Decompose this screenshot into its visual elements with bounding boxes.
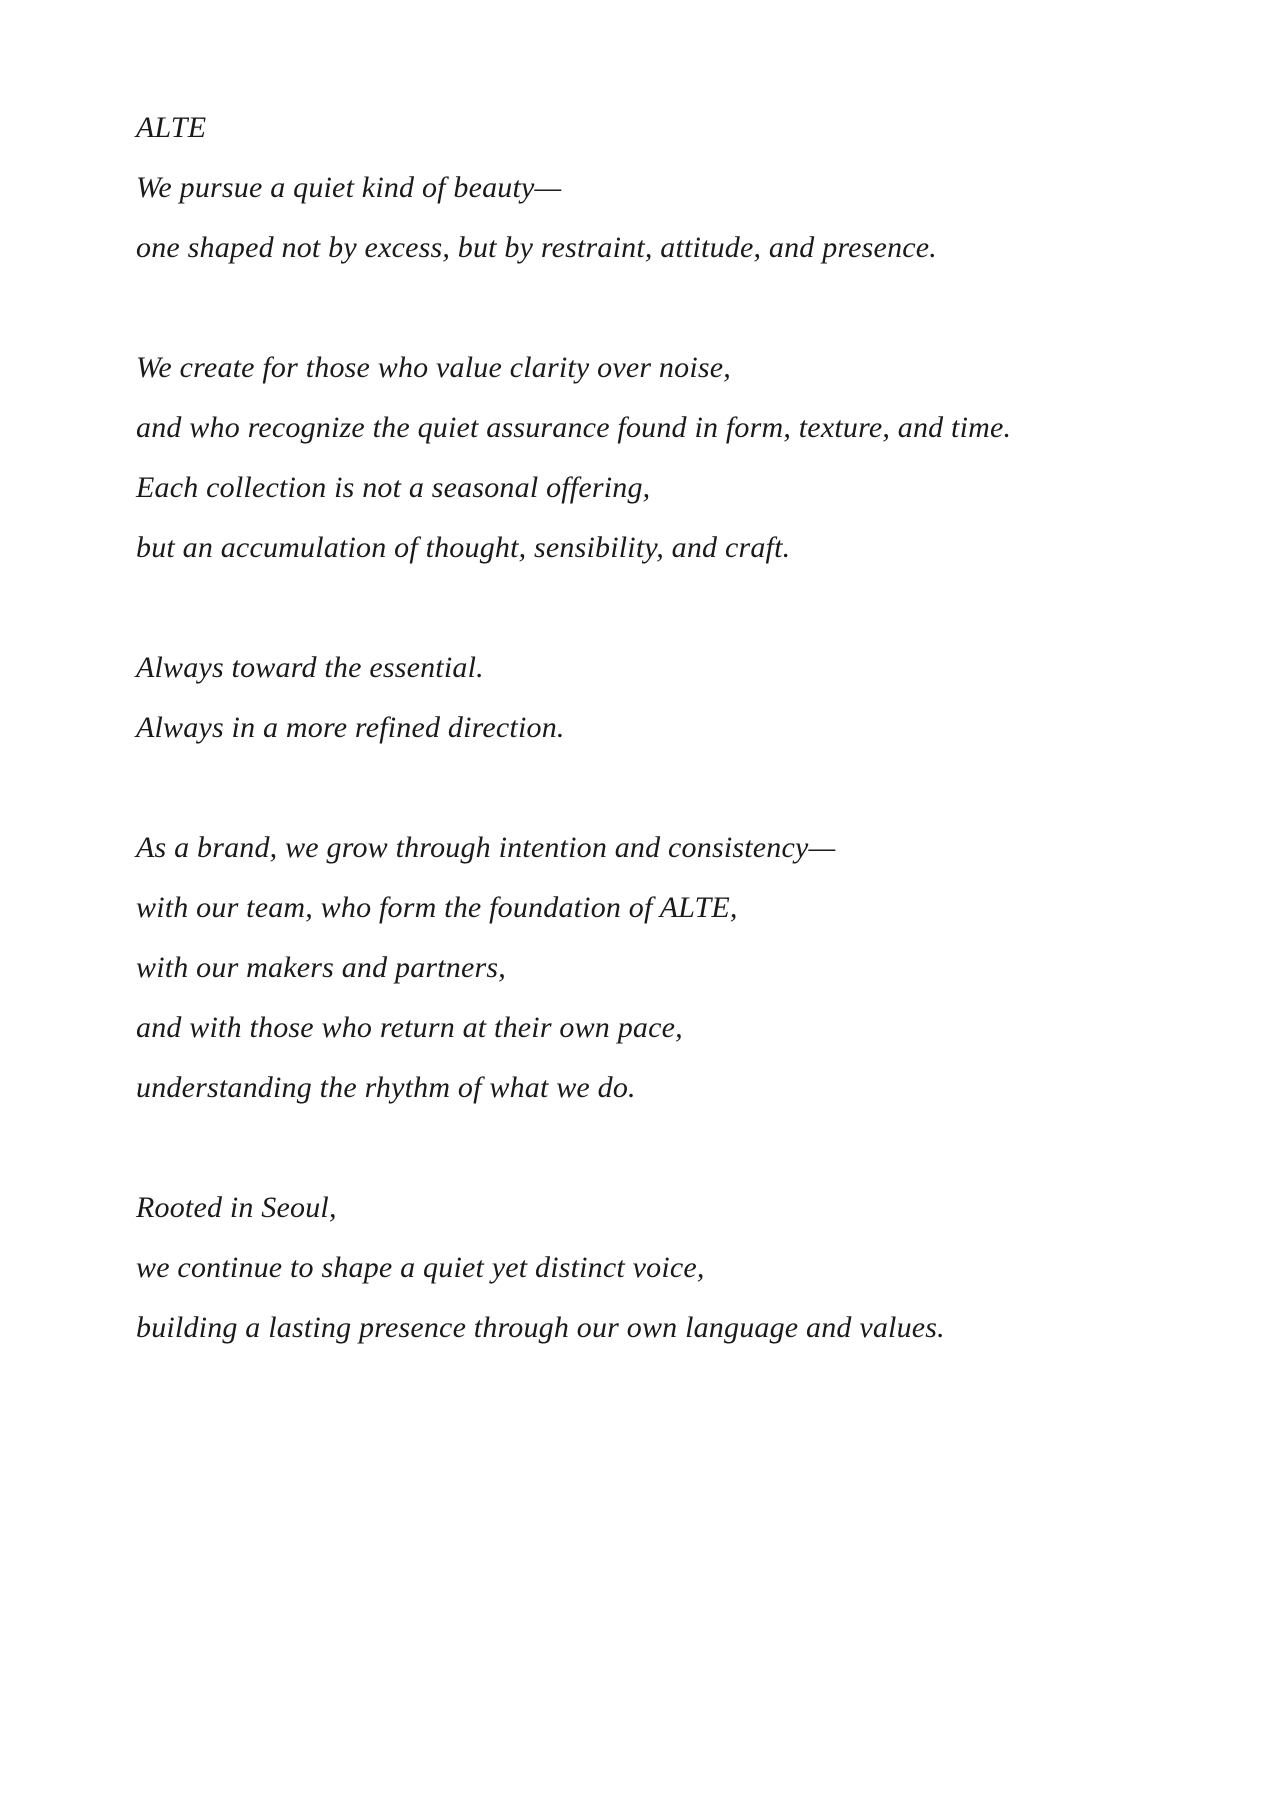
brand-title: ALTE <box>136 111 207 144</box>
stanza-4-line-1: As a brand, we grow through intention and consistency— <box>136 831 836 864</box>
stanza-2-line-3: Each collection is not a seasonal offering, <box>136 471 651 504</box>
stanza-1 <box>136 158 1216 278</box>
stanza-5-line-2: we continue to shape a quiet yet distinct voice, <box>136 1251 705 1284</box>
stanza-4-line-3: with our makers and partners, <box>136 951 506 984</box>
stanza-4 <box>136 818 1216 1118</box>
stanza-3-line-2: Always in a more refined direction. <box>136 711 565 744</box>
stanza-1-line-1: We pursue a quiet kind of beauty— <box>136 171 562 204</box>
stanza-2-line-2: and who recognize the quiet assurance found in form, texture, and time. <box>136 411 1012 444</box>
poem-body <box>136 98 1216 1358</box>
stanza-2 <box>136 338 1216 578</box>
stanza-4-line-4: and with those who return at their own pace, <box>136 1011 683 1044</box>
stanza-2-line-1: We create for those who value clarity over noise, <box>136 351 731 384</box>
stanza-4-line-2: with our team, who form the foundation of ALTE, <box>136 891 738 924</box>
stanza-3 <box>136 638 1216 758</box>
stanza-5 <box>136 1178 1216 1358</box>
stanza-5-line-1: Rooted in Seoul, <box>136 1191 337 1224</box>
stanza-4-line-5: understanding the rhythm of what we do. <box>136 1071 636 1104</box>
stanza-3-line-1: Always toward the essential. <box>136 651 484 684</box>
stanza-1-line-2: one shaped not by excess, but by restraint, attitude, and presence. <box>136 231 938 264</box>
stanza-2-line-4: but an accumulation of thought, sensibility, and craft. <box>136 531 791 564</box>
stanza-5-line-3: building a lasting presence through our own language and values. <box>136 1311 945 1344</box>
